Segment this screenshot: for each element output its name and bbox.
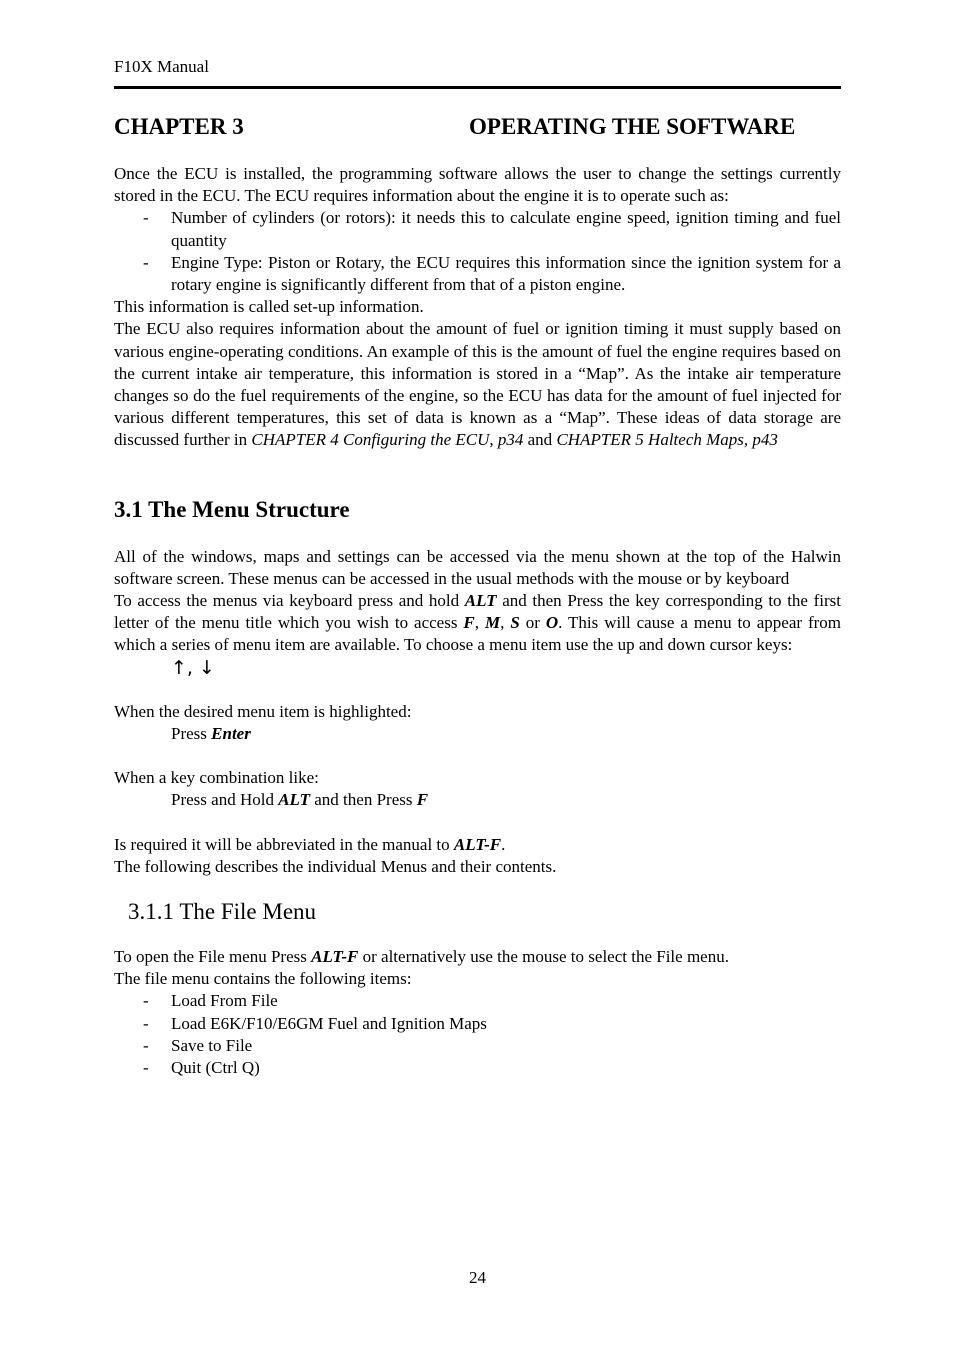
- text: To access the menus via keyboard press and hold: [114, 591, 465, 611]
- text: or alternatively use the mouse to select the File menu.: [358, 947, 729, 967]
- list-item: - Number of cylinders (or rotors): it needs this to calculate engine speed, ignition timing and fuel quantity: [114, 207, 841, 251]
- file-menu-items-paragraph: The file menu contains the following items:: [114, 969, 412, 989]
- chapter-5-reference: CHAPTER 5 Haltech Maps, p43: [556, 430, 778, 450]
- highlighted-paragraph: When the desired menu item is highlighted:: [114, 701, 412, 721]
- map-paragraph-text: The ECU also requires information about the amount of fuel or ignition timing it must supply based on various engine-operating conditions. An example of this is the amount of fuel the engine requires based on the current intake air temperature, this information is stored in a “Map”. As the intake air temperature changes so do the fuel requirements of the engine, so the ECU has data for the amount of fuel injected for various different temperatures, this set of data is known as a “Map”. These ideas of data storage are discussed further in: [114, 319, 841, 450]
- section-heading-menu-structure: 3.1 The Menu Structure: [114, 496, 350, 522]
- press-hold-line: [114, 789, 841, 811]
- press-enter-line: [114, 723, 841, 745]
- chapter-title: OPERATING THE SOFTWARE: [469, 114, 796, 139]
- text: Press: [171, 724, 212, 744]
- cursor-arrows-icon: ↑, ↓: [171, 656, 215, 679]
- text: and then Press: [310, 790, 417, 810]
- key-alt-f: ALT-F: [311, 947, 359, 967]
- menu-access-paragraph: All of the windows, maps and settings can be accessed via the menu shown at the top of the Halwin software screen. These menus can be accessed in the usual methods with the mouse or by keyboard: [114, 546, 841, 588]
- section-heading-file-menu: 3.1.1 The File Menu: [128, 899, 317, 925]
- keyboard-access-paragraph: [114, 590, 841, 657]
- list-item: - Load E6K/F10/E6GM Fuel and Ignition Maps: [114, 1013, 841, 1035]
- menus-description-paragraph: The following describes the individual Menus and their contents.: [114, 856, 557, 876]
- chapter-4-reference: CHAPTER 4 Configuring the ECU, p34: [251, 430, 524, 450]
- map-paragraph: [114, 318, 841, 451]
- intro-paragraph: Once the ECU is installed, the programming software allows the user to change the settings currently stored in the ECU. The ECU requires information about the engine it is to operate such as:: [114, 164, 841, 206]
- and-text: and: [523, 430, 557, 450]
- key-f: F: [416, 790, 429, 810]
- chapter-number: CHAPTER 3: [114, 114, 244, 139]
- header-rule: [114, 86, 841, 89]
- text: or: [519, 613, 546, 633]
- abbreviation-paragraph: [114, 834, 841, 856]
- text: . This will cause a menu to appear from which a series of menu item are available. To choose a menu item use the up and down cursor keys:: [114, 613, 842, 655]
- key-alt-f: ALT-F: [453, 834, 502, 854]
- page-body: [114, 163, 841, 1079]
- key-enter: Enter: [211, 724, 251, 744]
- text: ,: [474, 613, 485, 633]
- list-item: - Load From File: [114, 990, 841, 1012]
- key-m: M: [484, 613, 501, 633]
- text: .: [501, 834, 506, 854]
- text: ,: [500, 613, 511, 633]
- list-item: - Engine Type: Piston or Rotary, the ECU requires this information since the ignition system for a rotary engine is significantly different from that of a piston engine.: [114, 252, 841, 296]
- text: and then Press the key corresponding to the first letter of the menu title which you wish to access: [114, 591, 841, 633]
- list-item: - Save to File: [114, 1035, 841, 1057]
- page-number: 24: [469, 1268, 486, 1287]
- setup-info-list: [114, 207, 841, 296]
- text: To open the File menu Press: [114, 947, 312, 967]
- file-menu-open-paragraph: [114, 946, 841, 968]
- key-s: S: [510, 613, 520, 633]
- key-f: F: [463, 613, 475, 633]
- file-menu-list: [114, 990, 841, 1079]
- key-combination-paragraph: When a key combination like:: [114, 768, 319, 788]
- key-alt: ALT: [278, 790, 311, 810]
- setup-info-paragraph: This information is called set-up information.: [114, 297, 424, 317]
- running-head: F10X Manual: [114, 57, 209, 76]
- key-alt: ALT: [464, 591, 497, 611]
- key-o: O: [545, 613, 559, 633]
- text: Is required it will be abbreviated in the manual to: [114, 834, 454, 854]
- list-item: - Quit (Ctrl Q): [114, 1057, 841, 1079]
- text: Press and Hold: [171, 790, 279, 810]
